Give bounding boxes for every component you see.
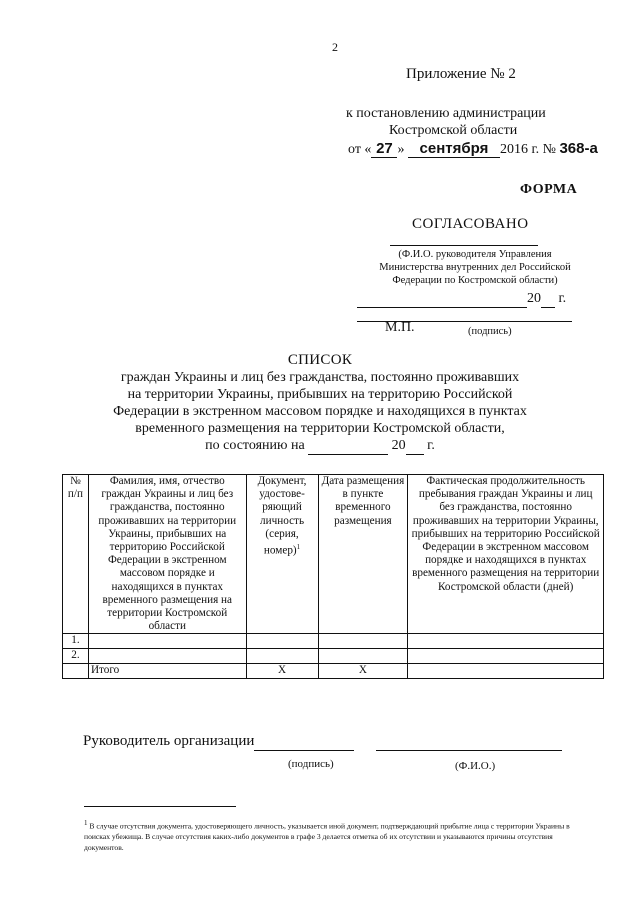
- list-title: [100, 352, 540, 455]
- resolution-ref-line2: Костромской области: [389, 123, 518, 138]
- resolution-ref-line1: к постановлению администрации: [346, 106, 546, 121]
- stamp-label: М.П.: [385, 320, 415, 335]
- col-header-num: № п/п: [63, 475, 89, 634]
- date-prefix: от «: [348, 142, 372, 157]
- resolution-date-line: [348, 140, 598, 158]
- row-document: [246, 649, 318, 664]
- approval-date-suffix: г.: [558, 291, 567, 306]
- total-num: [63, 664, 89, 679]
- refugee-list-table: [62, 474, 604, 679]
- total-document: Х: [246, 664, 318, 679]
- date-year: 2016 г. №: [499, 142, 560, 157]
- total-duration: [408, 664, 604, 679]
- col-header-duration: Фактическая продолжительность пребывания граждан Украины и лиц без гражданства, постоянно проживавших на территории Украины, прибывших на территорию Российской Федерации в экстренном массовом порядке и находящихся в пунктах временного размещения на территории Костромской области (дней): [408, 475, 604, 634]
- row-document: [246, 634, 318, 649]
- list-heading: СПИСОК: [287, 352, 353, 368]
- list-title-line1: граждан Украины и лиц без гражданства, постоянно проживавших: [120, 370, 520, 385]
- approval-date: [357, 291, 566, 308]
- row-duration: [408, 634, 604, 649]
- list-title-line5: [100, 437, 540, 455]
- row-name: [88, 649, 246, 664]
- row-num: 1.: [63, 634, 89, 649]
- head-label: Руководитель организации: [83, 733, 255, 749]
- footnote-ref: 1: [296, 543, 301, 552]
- table-row: [63, 634, 604, 649]
- list-title-line2: на территории Украины, прибывших на территорию Российской: [127, 387, 513, 402]
- row-duration: [408, 649, 604, 664]
- total-date: Х: [318, 664, 408, 679]
- signer-caption: (Ф.И.О. руководителя Управления Министерства внутренних дел Российской Федерации по Костромской области): [379, 249, 571, 286]
- date-day: 27: [371, 140, 397, 158]
- status-date-year: 20: [391, 438, 406, 453]
- list-title-line4: временного размещения на территории Костромской области,: [135, 421, 505, 436]
- row-date: [318, 634, 408, 649]
- footnote-marker: 1: [84, 819, 88, 827]
- footnote-separator: [84, 806, 236, 807]
- date-month: сентября: [408, 140, 500, 158]
- approval-date-year: 20: [527, 291, 541, 306]
- footnote: [84, 818, 584, 853]
- approval-title: СОГЛАСОВАНО: [412, 216, 529, 232]
- document-number: 368-а: [559, 140, 598, 157]
- list-title-line3: Федерации в экстренном массовом порядке и находящихся в пунктах: [113, 404, 527, 419]
- head-of-organization: [83, 733, 562, 751]
- total-label: Итого: [88, 664, 246, 679]
- col-header-date: Дата размещения в пункте временного размещения: [318, 475, 408, 634]
- signer-line: [390, 245, 538, 246]
- appendix-label: Приложение № 2: [406, 66, 516, 82]
- col-header-document: [246, 475, 318, 634]
- form-label: ФОРМА: [520, 182, 578, 197]
- row-num: 2.: [63, 649, 89, 664]
- head-fio-caption: (Ф.И.О.): [455, 760, 496, 772]
- status-date-prefix: по состоянию на: [205, 438, 305, 453]
- row-date: [318, 649, 408, 664]
- row-name: [88, 634, 246, 649]
- status-date-suffix: г.: [427, 438, 435, 453]
- head-signature-caption: (подпись): [288, 758, 334, 770]
- col-header-name: Фамилия, имя, отчество граждан Украины и лиц без гражданства, постоянно проживавших на территории Украины, прибывших на территорию Российской Федерации в экстренном массовом порядке и находящихся в пунктах временного размещения на территории Костромской области: [88, 475, 246, 634]
- table-row: [63, 649, 604, 664]
- col-header-document-text: Документ, удостове-ряющий личность (серия, номер): [257, 475, 307, 557]
- page-number: 2: [332, 40, 338, 54]
- date-mid: »: [397, 142, 408, 157]
- footnote-text: В случае отсутствия документа, удостоверяющего личность, указывается иной документ, подтверждающий прибытие лица с территории Украины в поисках убежища. В случае отсутствия каких-либо документов в графе 3 делается отметка об их отсутствии и указываются причины отсутствия документов.: [84, 821, 570, 852]
- table-total-row: [63, 664, 604, 679]
- signature-caption: (подпись): [468, 326, 512, 337]
- table-header-row: [63, 475, 604, 634]
